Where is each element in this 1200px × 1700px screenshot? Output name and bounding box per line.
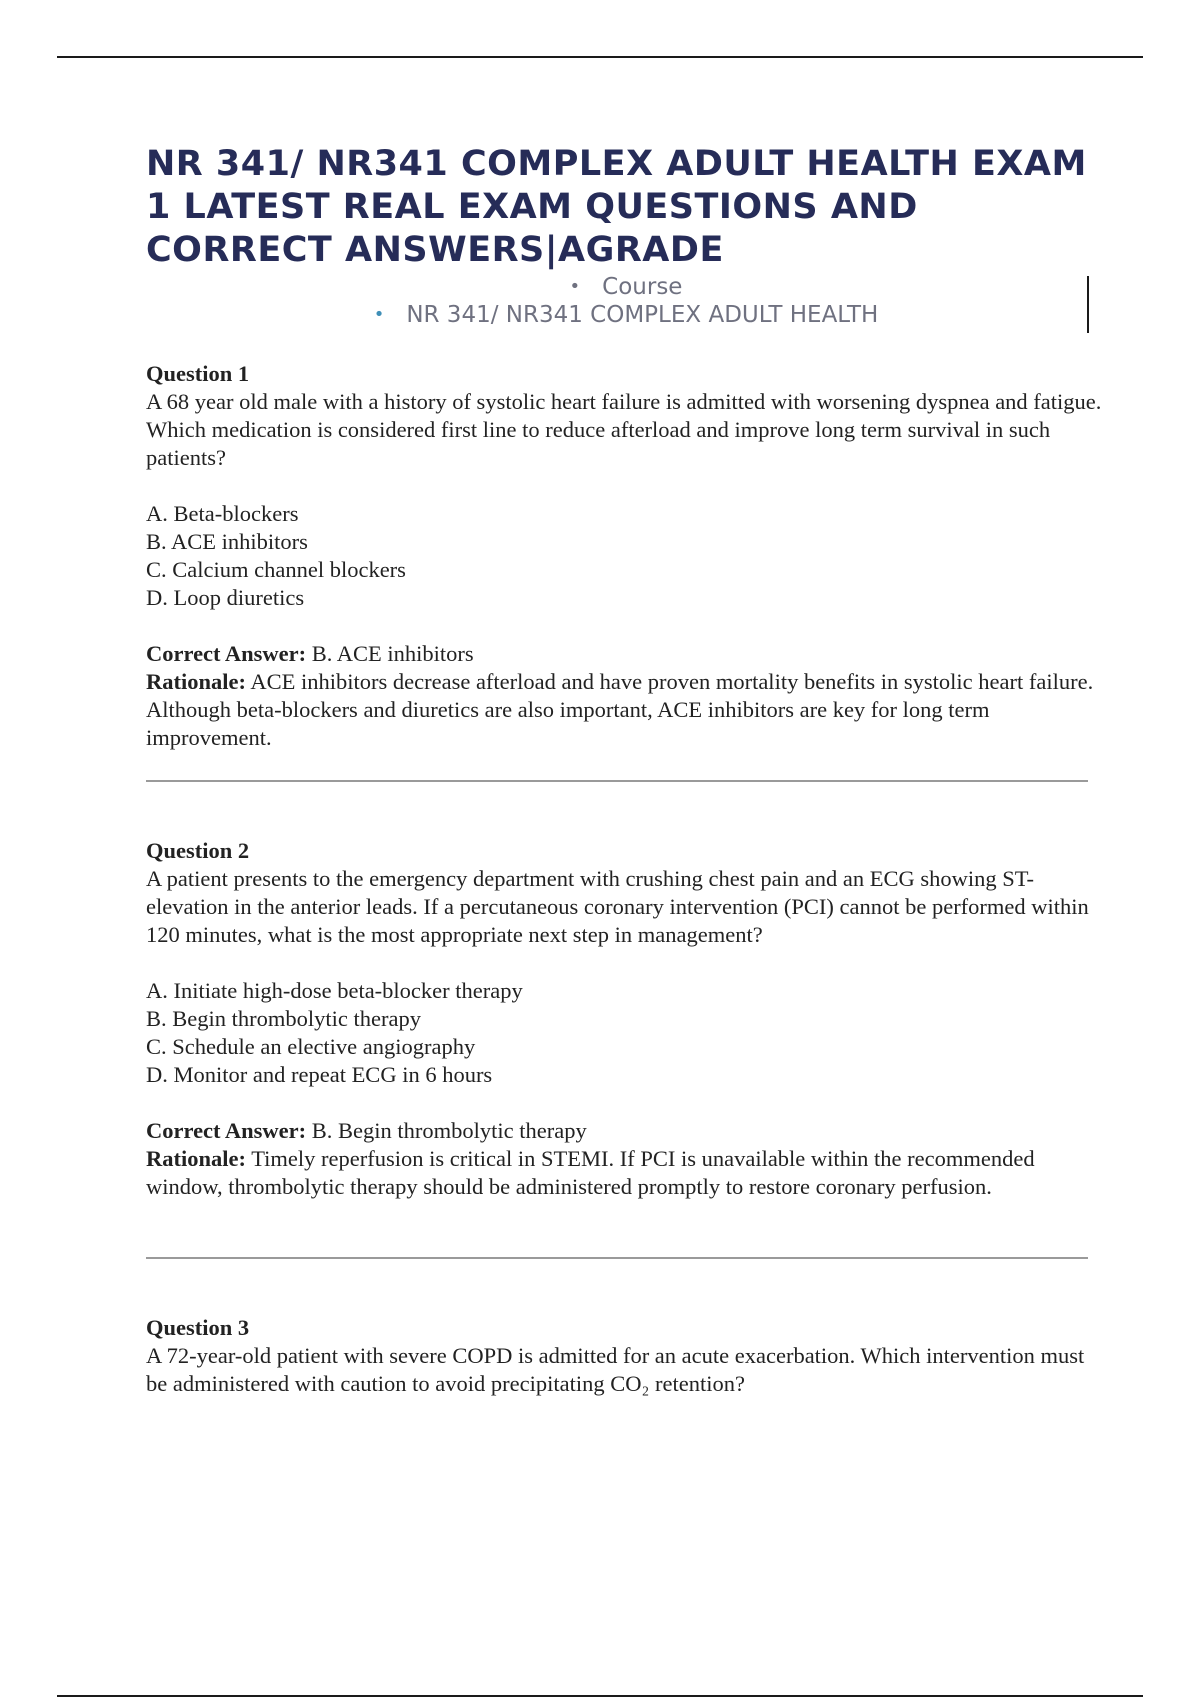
- document-title: NR 341/ NR341 COMPLEX ADULT HEALTH EXAM 1 LATEST REAL EXAM QUESTIONS AND CORRECT ANSWERS|AGRADE: [146, 144, 1087, 270]
- question-stem: A patient presents to the emergency department with crushing chest pain and an ECG showing ST-elevation in the anterior leads. If a percutaneous coronary intervention (PCI) cannot be performed within 120 minutes, what is the most appropriate next step in management?: [146, 866, 1089, 947]
- rationale: [146, 668, 1106, 752]
- option: D. Loop diuretics: [146, 585, 305, 610]
- question-1: [146, 360, 1106, 752]
- course-name[interactable]: NR 341/ NR341 COMPLEX ADULT HEALTH: [406, 302, 879, 328]
- answer-block: [146, 640, 1106, 752]
- top-rule: [57, 56, 1143, 58]
- question-3: [146, 1314, 1106, 1398]
- rationale-text: ACE inhibitors decrease afterload and have proven mortality benefits in systolic heart failure. Although beta-blockers and diuretics are also important, ACE inhibitors are key for long term improvement.: [146, 669, 1094, 750]
- text-cursor: [1087, 276, 1089, 333]
- rationale-label: Rationale:: [146, 669, 246, 694]
- course-label-line: [146, 274, 1106, 300]
- question-2: [146, 837, 1106, 1201]
- option: C. Calcium channel blockers: [146, 557, 406, 582]
- correct-answer-value: B. ACE inhibitors: [306, 641, 474, 666]
- correct-answer: [146, 1117, 1106, 1145]
- correct-answer-label: Correct Answer:: [146, 641, 307, 666]
- option: A. Beta-blockers: [146, 501, 299, 526]
- question-title: Question 3: [146, 1315, 250, 1340]
- rationale-text: Timely reperfusion is critical in STEMI. If PCI is unavailable within the recommended window, thrombolytic therapy should be administered promptly to restore coronary perfusion.: [146, 1146, 1035, 1199]
- options-list: [146, 500, 1106, 612]
- question-separator: [146, 780, 1088, 782]
- question-stem: A 72-year-old patient with severe COPD is admitted for an acute exacerbation. Which intervention must be administered with caution to avoid precipitating CO₂ retention?: [146, 1343, 1085, 1396]
- question-title: Question 2: [146, 838, 250, 863]
- option: B. ACE inhibitors: [146, 529, 308, 554]
- bullet-icon: •: [373, 304, 385, 325]
- correct-answer: [146, 640, 1106, 668]
- rationale: [146, 1145, 1106, 1201]
- correct-answer-label: Correct Answer:: [146, 1118, 307, 1143]
- course-label: Course: [602, 274, 683, 300]
- option: A. Initiate high-dose beta-blocker therapy: [146, 978, 523, 1003]
- option: B. Begin thrombolytic therapy: [146, 1006, 421, 1031]
- answer-block: [146, 1117, 1106, 1201]
- course-name-line: [146, 302, 1106, 328]
- correct-answer-value: B. Begin thrombolytic therapy: [306, 1118, 587, 1143]
- option: D. Monitor and repeat ECG in 6 hours: [146, 1062, 493, 1087]
- rationale-label: Rationale:: [146, 1146, 246, 1171]
- bottom-rule: [57, 1695, 1143, 1697]
- question-separator: [146, 1257, 1088, 1259]
- options-list: [146, 977, 1106, 1089]
- question-stem: A 68 year old male with a history of systolic heart failure is admitted with worsening dyspnea and fatigue. Which medication is considered first line to reduce afterload and improve long term survival in such patients?: [146, 389, 1102, 470]
- bullet-icon: •: [569, 276, 581, 297]
- question-title: Question 1: [146, 361, 250, 386]
- option: C. Schedule an elective angiography: [146, 1034, 476, 1059]
